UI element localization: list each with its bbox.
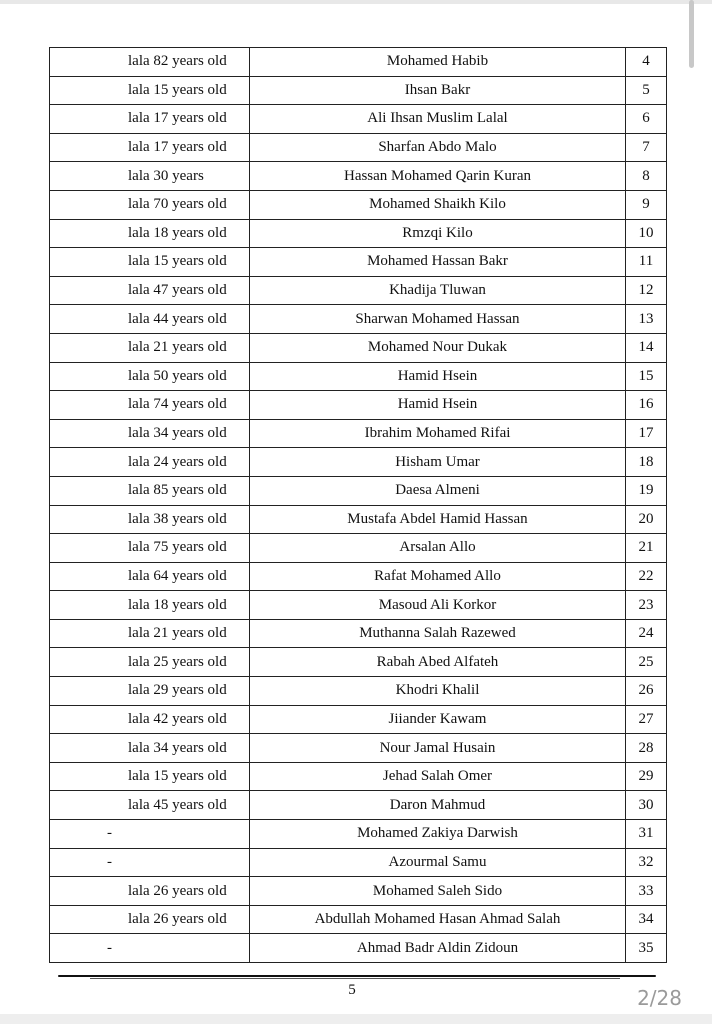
age-cell: lala 50 years old — [50, 362, 250, 391]
name-cell: Khodri Khalil — [250, 677, 626, 706]
number-cell: 32 — [626, 848, 667, 877]
age-cell: lala 25 years old — [50, 648, 250, 677]
age-cell: lala 26 years old — [50, 877, 250, 906]
name-cell: Hamid Hsein — [250, 362, 626, 391]
name-cell: Masoud Ali Korkor — [250, 591, 626, 620]
number-cell: 9 — [626, 190, 667, 219]
age-cell: lala 15 years old — [50, 76, 250, 105]
number-cell: 17 — [626, 419, 667, 448]
age-cell: lala 44 years old — [50, 305, 250, 334]
number-cell: 8 — [626, 162, 667, 191]
number-cell: 15 — [626, 362, 667, 391]
table-row — [50, 248, 667, 277]
number-cell: 19 — [626, 476, 667, 505]
age-cell: - — [50, 934, 250, 963]
age-cell: lala 26 years old — [50, 905, 250, 934]
name-cell: Mohamed Zakiya Darwish — [250, 820, 626, 849]
name-cell: Sharwan Mohamed Hassan — [250, 305, 626, 334]
age-cell: lala 18 years old — [50, 219, 250, 248]
table-row — [50, 705, 667, 734]
table-row — [50, 905, 667, 934]
age-cell: lala 29 years old — [50, 677, 250, 706]
table-row — [50, 534, 667, 563]
number-cell: 29 — [626, 762, 667, 791]
age-cell: lala 34 years old — [50, 734, 250, 763]
name-cell: Mustafa Abdel Hamid Hassan — [250, 505, 626, 534]
table-row — [50, 591, 667, 620]
age-cell: lala 15 years old — [50, 762, 250, 791]
number-cell: 14 — [626, 333, 667, 362]
table-row — [50, 476, 667, 505]
number-cell: 30 — [626, 791, 667, 820]
page-indicator: 2/28 — [637, 986, 682, 1010]
table-row — [50, 848, 667, 877]
names-table-body — [50, 48, 667, 963]
number-cell: 18 — [626, 448, 667, 477]
name-cell: Rmzqi Kilo — [250, 219, 626, 248]
table-row — [50, 448, 667, 477]
table-row — [50, 276, 667, 305]
name-cell: Hisham Umar — [250, 448, 626, 477]
name-cell: Hamid Hsein — [250, 391, 626, 420]
age-cell: lala 17 years old — [50, 105, 250, 134]
number-cell: 13 — [626, 305, 667, 334]
footer-rule-thin — [90, 978, 620, 979]
table-row — [50, 791, 667, 820]
table-row — [50, 762, 667, 791]
table-row — [50, 162, 667, 191]
number-cell: 6 — [626, 105, 667, 134]
number-cell: 10 — [626, 219, 667, 248]
number-cell: 28 — [626, 734, 667, 763]
number-cell: 34 — [626, 905, 667, 934]
viewer-top-bar — [0, 0, 712, 4]
table-row — [50, 505, 667, 534]
age-cell: lala 21 years old — [50, 333, 250, 362]
name-cell: Jiiander Kawam — [250, 705, 626, 734]
number-cell: 26 — [626, 677, 667, 706]
name-cell: Daron Mahmud — [250, 791, 626, 820]
page-number: 5 — [348, 982, 356, 998]
age-cell: lala 38 years old — [50, 505, 250, 534]
age-cell: lala 82 years old — [50, 48, 250, 77]
name-cell: Rafat Mohamed Allo — [250, 562, 626, 591]
table-row — [50, 734, 667, 763]
name-cell: Mohamed Habib — [250, 48, 626, 77]
name-cell: Daesa Almeni — [250, 476, 626, 505]
table-row — [50, 219, 667, 248]
number-cell: 12 — [626, 276, 667, 305]
name-cell: Mohamed Nour Dukak — [250, 333, 626, 362]
table-row — [50, 619, 667, 648]
name-cell: Nour Jamal Husain — [250, 734, 626, 763]
age-cell: - — [50, 820, 250, 849]
age-cell: lala 17 years old — [50, 133, 250, 162]
name-cell: Jehad Salah Omer — [250, 762, 626, 791]
number-cell: 7 — [626, 133, 667, 162]
age-cell: lala 85 years old — [50, 476, 250, 505]
table-row — [50, 333, 667, 362]
table-row — [50, 562, 667, 591]
age-cell: lala 18 years old — [50, 591, 250, 620]
age-cell: lala 21 years old — [50, 619, 250, 648]
table-row — [50, 76, 667, 105]
name-cell: Sharfan Abdo Malo — [250, 133, 626, 162]
number-cell: 5 — [626, 76, 667, 105]
name-cell: Muthanna Salah Razewed — [250, 619, 626, 648]
name-cell: Azourmal Samu — [250, 848, 626, 877]
number-cell: 31 — [626, 820, 667, 849]
age-cell: - — [50, 848, 250, 877]
name-cell: Arsalan Allo — [250, 534, 626, 563]
name-cell: Ihsan Bakr — [250, 76, 626, 105]
table-row — [50, 305, 667, 334]
age-cell: lala 42 years old — [50, 705, 250, 734]
age-cell: lala 47 years old — [50, 276, 250, 305]
names-table — [49, 47, 667, 963]
age-cell: lala 74 years old — [50, 391, 250, 420]
name-cell: Khadija Tluwan — [250, 276, 626, 305]
number-cell: 4 — [626, 48, 667, 77]
table-row — [50, 934, 667, 963]
age-cell: lala 45 years old — [50, 791, 250, 820]
table-row — [50, 677, 667, 706]
name-cell: Mohamed Hassan Bakr — [250, 248, 626, 277]
table-row — [50, 105, 667, 134]
table-row — [50, 48, 667, 77]
age-cell: lala 75 years old — [50, 534, 250, 563]
age-cell: lala 34 years old — [50, 419, 250, 448]
name-cell: Hassan Mohamed Qarin Kuran — [250, 162, 626, 191]
number-cell: 27 — [626, 705, 667, 734]
name-cell: Mohamed Shaikh Kilo — [250, 190, 626, 219]
table-row — [50, 133, 667, 162]
age-cell: lala 15 years old — [50, 248, 250, 277]
table-row — [50, 362, 667, 391]
name-cell: Ibrahim Mohamed Rifai — [250, 419, 626, 448]
table-row — [50, 419, 667, 448]
number-cell: 16 — [626, 391, 667, 420]
number-cell: 35 — [626, 934, 667, 963]
name-cell: Ali Ihsan Muslim Lalal — [250, 105, 626, 134]
number-cell: 25 — [626, 648, 667, 677]
number-cell: 11 — [626, 248, 667, 277]
number-cell: 24 — [626, 619, 667, 648]
age-cell: lala 24 years old — [50, 448, 250, 477]
table-row — [50, 820, 667, 849]
table-row — [50, 190, 667, 219]
number-cell: 20 — [626, 505, 667, 534]
age-cell: lala 30 years — [50, 162, 250, 191]
name-cell: Ahmad Badr Aldin Zidoun — [250, 934, 626, 963]
age-cell: lala 70 years old — [50, 190, 250, 219]
name-cell: Mohamed Saleh Sido — [250, 877, 626, 906]
number-cell: 21 — [626, 534, 667, 563]
footer-rule — [58, 975, 656, 977]
number-cell: 23 — [626, 591, 667, 620]
number-cell: 33 — [626, 877, 667, 906]
table-row — [50, 391, 667, 420]
table-row — [50, 877, 667, 906]
name-cell: Rabah Abed Alfateh — [250, 648, 626, 677]
table-row — [50, 648, 667, 677]
number-cell: 22 — [626, 562, 667, 591]
viewer-bottom-bar — [0, 1014, 712, 1024]
scrollbar-thumb[interactable] — [689, 0, 694, 68]
age-cell: lala 64 years old — [50, 562, 250, 591]
name-cell: Abdullah Mohamed Hasan Ahmad Salah — [250, 905, 626, 934]
